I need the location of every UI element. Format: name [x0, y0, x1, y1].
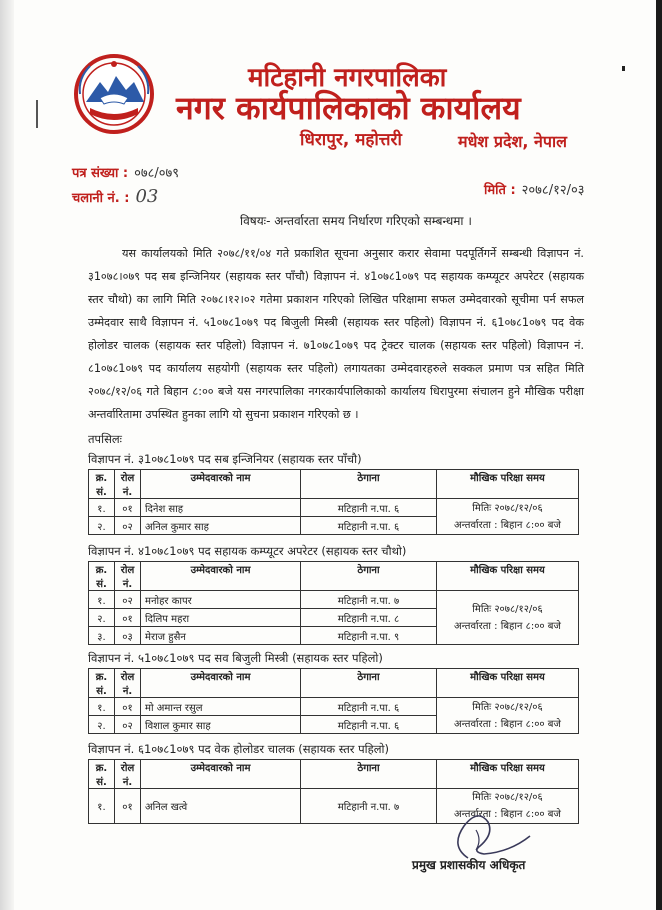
cell-sn: १. — [89, 789, 115, 824]
interview-date: मितिः २०७८/१२/०६ — [472, 701, 543, 713]
reference-number — [72, 163, 179, 181]
header-name: उम्मेदवारको नाम — [141, 760, 301, 789]
scan-edge-right — [656, 0, 662, 910]
section-title: विज्ञापन नं. ३1०७८1०७९ पद सब इन्जिनियर (सहायक स्तर पाँचौ) — [88, 452, 362, 466]
section-computer-operator — [88, 541, 578, 645]
cell-address: मटिहानी न.पा. ८ — [301, 609, 437, 627]
section-title: विज्ञापन नं. ५1०७८1०७९ पद सव बिजुली मिस्त्री (सहायक स्तर पहिलो) — [88, 651, 383, 665]
reference-label: पत्र संख्या : — [72, 166, 129, 181]
header-address: ठेगाना — [301, 562, 437, 591]
section-electrician — [88, 648, 578, 734]
cell-roll: ०१ — [115, 499, 141, 517]
scan-mark — [36, 100, 38, 128]
cell-roll: ०१ — [115, 698, 141, 716]
municipality-name: मटिहानी नगरपालिका — [248, 63, 447, 93]
scan-edge-left — [0, 0, 14, 910]
office-location: धिरापुर, महोत्तरी — [300, 130, 402, 150]
cell-address: मटिहानी न.पा. ६ — [301, 716, 437, 734]
cell-sn: २. — [89, 609, 115, 627]
header-address: ठेगाना — [301, 669, 437, 698]
header-sn: क्र. सं. — [89, 669, 115, 698]
cell-address: मटिहानी न.पा. ६ — [301, 698, 437, 716]
cell-roll: ०२ — [115, 591, 141, 609]
header-time: मौखिक परिक्षा समय — [437, 562, 579, 591]
section-title: विज्ञापन नं. ६1०७८1०७९ पद वेक होलोडर चालक (सहायक स्तर पहिलो) — [88, 742, 390, 756]
table-row — [89, 499, 579, 517]
table-row — [89, 591, 579, 609]
letter-date — [484, 180, 585, 198]
header-name: उम्मेदवारको नाम — [141, 669, 301, 698]
date-value: २०७८/१२/०३ — [521, 183, 585, 198]
cell-sn: २. — [89, 716, 115, 734]
header-name: उम्मेदवारको नाम — [141, 562, 301, 591]
cell-roll: ०२ — [115, 716, 141, 734]
candidates-table — [88, 469, 579, 535]
office-name: नगर कार्यपालिकाको कार्यालय — [176, 89, 521, 127]
cell-name: दिलिप महरा — [141, 609, 301, 627]
interview-date: मितिः २०७८/१२/०६ — [472, 603, 543, 615]
table-header-row — [89, 760, 579, 789]
header-sn: क्र. सं. — [89, 470, 115, 499]
nepal-emblem-icon — [72, 52, 156, 136]
table-header-row — [89, 562, 579, 591]
header-sn: क्र. सं. — [89, 562, 115, 591]
subject-line: विषयः- अन्तर्वारता समय निर्धारण गरिएको सम्बन्धमा । — [240, 214, 472, 228]
header-address: ठेगाना — [301, 470, 437, 499]
cell-roll: ०२ — [115, 517, 141, 535]
interview-slot: अन्तर्वारता : बिहान ८:०० बजे — [454, 718, 561, 730]
header-roll: रोल नं. — [115, 562, 141, 591]
header-name: उम्मेदवारको नाम — [141, 470, 301, 499]
date-label: मिति : — [484, 183, 516, 198]
dispatch-value: 03 — [135, 186, 159, 207]
ink-dot — [622, 66, 625, 71]
signature-scribble — [380, 800, 550, 860]
interview-date: मितिः २०७८/१२/०६ — [472, 792, 543, 803]
interview-date: मितिः २०७८/१२/०६ — [472, 502, 543, 514]
cell-address: मटिहानी न.पा. ७ — [301, 591, 437, 609]
dispatch-label: चलानी नं. : — [72, 191, 130, 206]
cell-name: दिनेश साह — [141, 499, 301, 517]
header-roll: रोल नं. — [115, 470, 141, 499]
header-sn: क्र. सं. — [89, 760, 115, 789]
cell-address: मटिहानी न.पा. ६ — [301, 499, 437, 517]
cell-address: मटिहानी न.पा. ९ — [301, 627, 437, 645]
cell-name: अनिल कुमार साह — [141, 517, 301, 535]
cell-sn: ३. — [89, 627, 115, 645]
cell-name: मेराज हुसैन — [141, 627, 301, 645]
section-title: विज्ञापन नं. ४1०७८1०७९ पद सहायक कम्प्यूटर अपरेटर (सहायक स्तर चौथो) — [88, 544, 407, 558]
header-roll: रोल नं. — [115, 760, 141, 789]
header-time: मौखिक परिक्षा समय — [437, 760, 579, 789]
header-time: मौखिक परिक्षा समय — [437, 470, 579, 499]
cell-name: मनोहर कापर — [141, 591, 301, 609]
section-sub-engineer — [88, 449, 578, 535]
table-header-row — [89, 470, 579, 499]
cell-roll: ०३ — [115, 627, 141, 645]
signatory-title: प्रमुख प्रशासकीय अधिकृत — [412, 858, 526, 872]
body-paragraph: यस कार्यालयको मिति २०७८/११/०४ गते प्रकाशित सूचना अनुसार करार सेवामा पदपूर्तिगर्ने सम्बन्धी विज्ञापन नं. ३1०७८।०७९ पद सब इन्जिनियर (सहायक स्तर पाँचौ) विज्ञापन नं. ४1०७८1०७९ पद सहायक कम्प्यूटर अपरेटर (सहायक स्तर चौथो) का लागि मिति २०७८।१२।०२ गतेमा प्रकाशन गरिएको लिखित परिक्षामा सफल उम्मेदवारको सूचीमा पर्न सफल उम्मेदवार साथै विज्ञापन नं. ५1०७८1०७९ पद बिजुली मिस्त्री (सहायक स्तर पहिलो) विज्ञापन नं. ६1०७८1०७९ पद वेक होलोडर चालक (सहायक स्तर पहिलो) विज्ञापन नं. ७1०७८1०७९ पद ट्रेक्टर चालक (सहायक स्तर पहिलो) विज्ञापन नं. ८1०७८1०७९ पद कार्यालय सहयोगी (सहायक स्तर पहिलो) लगायतका उम्मेदवारहरुले सक्कल प्रमाण पत्र सहित मिति २०७८/१२/०६ गते बिहान ८:०० बजे यस नगरपालिका नगरकार्यपालिकाको कार्यालय धिरापुरमा संचालन हुने मौखिक परीक्षा अन्तर्वारितामा उपस्थित हुनका लागि यो सुचना प्रकाशन गरिएको छ । — [88, 247, 584, 421]
header-time: मौखिक परिक्षा समय — [437, 669, 579, 698]
cell-interview-time — [437, 591, 579, 645]
cell-sn: १. — [89, 591, 115, 609]
interview-slot: अन्तर्वारता : बिहान ८:०० बजे — [454, 620, 561, 632]
cell-sn: १. — [89, 698, 115, 716]
dispatch-number — [72, 186, 158, 207]
header-roll: रोल नं. — [115, 669, 141, 698]
cell-address: मटिहानी न.पा. ६ — [301, 517, 437, 535]
table-header-row — [89, 669, 579, 698]
cell-address: मटिहानी न.पा. ७ — [301, 789, 437, 824]
cell-name: विशाल कुमार साह — [141, 716, 301, 734]
candidates-table — [88, 561, 579, 645]
candidates-table — [88, 668, 579, 734]
cell-sn: २. — [89, 517, 115, 535]
table-row — [89, 698, 579, 716]
interview-slot: अन्तर्वारता : बिहान ८:०० बजे — [454, 809, 561, 820]
header-address: ठेगाना — [301, 760, 437, 789]
province-name: मधेश प्रदेश, नेपाल — [458, 132, 567, 151]
cell-name: मो अमान्त रसुल — [141, 698, 301, 716]
cell-interview-time — [437, 499, 579, 535]
cell-name: अनिल खत्वे — [141, 789, 301, 824]
cell-sn: १. — [89, 499, 115, 517]
interview-slot: अन्तर्वारता : बिहान ८:०० बजे — [454, 519, 561, 531]
details-label: तपसिलः — [88, 432, 122, 446]
cell-interview-time — [437, 698, 579, 734]
reference-value: ०७८/०७९ — [134, 166, 180, 181]
cell-roll: ०१ — [115, 789, 141, 824]
cell-roll: ०१ — [115, 609, 141, 627]
